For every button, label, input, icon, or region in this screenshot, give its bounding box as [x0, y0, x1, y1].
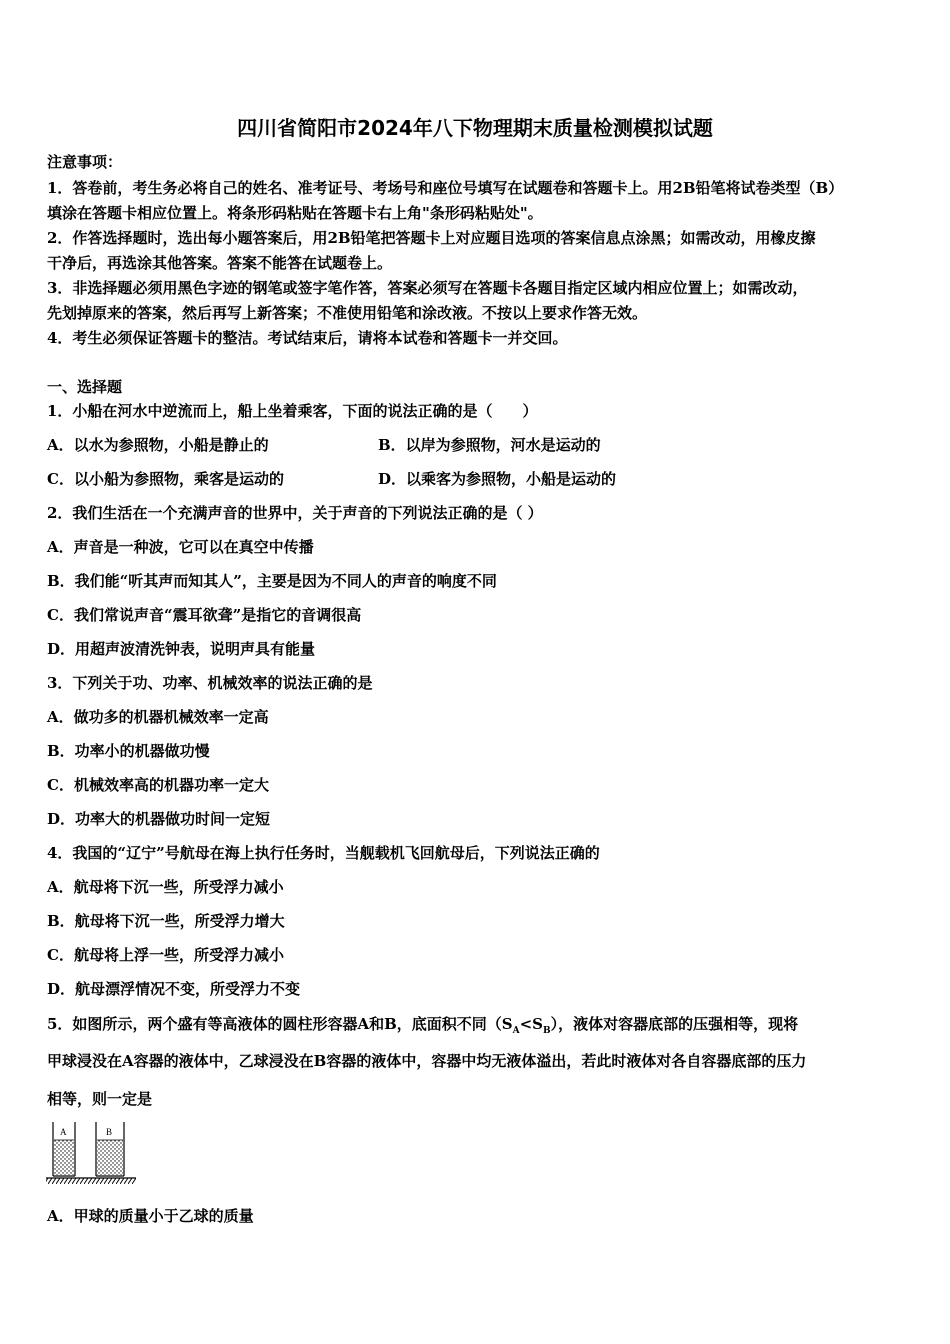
page-title: 四川省简阳市2024年八下物理期末质量检测模拟试题 — [237, 116, 713, 140]
ground — [46, 1178, 136, 1184]
notice-line-3: 2．作答选择题时，选出每小题答案后，用2B铅笔把答题卡上对应题目选项的答案信息点涂黑；如需改动，用橡皮擦 — [47, 229, 816, 247]
notice-line-4: 干净后，再选涂其他答案。答案不能答在试题卷上。 — [47, 254, 393, 272]
q2-stem: 2．我们生活在一个充满声音的世界中，关于声音的下列说法正确的是（ ） — [47, 504, 543, 522]
q3-option-c: C．机械效率高的机器功率一定大 — [47, 776, 269, 794]
notice-heading: 注意事项： — [47, 153, 123, 171]
container-a — [53, 1122, 75, 1176]
q4-stem: 4．我国的“辽宁”号航母在海上执行任务时，当舰载机飞回航母后，下列说法正确的 — [47, 844, 600, 862]
container-b — [96, 1122, 124, 1176]
q5-lt: <S — [519, 1015, 543, 1033]
q2-option-b: B．我们能“听其声而知其人”，主要是因为不同人的声音的响度不同 — [47, 572, 497, 590]
notice-line-1: 1．答卷前，考生务必将自己的姓名、准考证号、考场号和座位号填写在试题卷和答题卡上。用2B铅笔将试卷类型（B） — [47, 179, 844, 197]
fig-label-a: A — [60, 1127, 67, 1137]
q3-stem: 3．下列关于功、功率、机械效率的说法正确的是 — [47, 674, 373, 692]
q1-option-a: A．以水为参照物，小船是静止的 — [47, 436, 269, 454]
q1-option-b: B．以岸为参照物，河水是运动的 — [378, 436, 601, 454]
q1-stem: 1．小船在河水中逆流而上，船上坐着乘客，下面的说法正确的是（ ） — [47, 402, 538, 420]
q3-option-b: B．功率小的机器做功慢 — [47, 742, 210, 760]
q5-stem-line-3: 相等，则一定是 — [47, 1090, 153, 1108]
notice-line-7: 4．考生必须保证答题卡的整洁。考试结束后，请将本试卷和答题卡一并交回。 — [47, 329, 568, 347]
q1-option-c: C．以小船为参照物，乘客是运动的 — [47, 470, 284, 488]
q2-option-a: A．声音是一种波，它可以在真空中传播 — [47, 538, 314, 556]
notice-line-2: 填涂在答题卡相应位置上。将条形码粘贴在答题卡右上角"条形码粘贴处"。 — [47, 204, 543, 222]
q4-option-a: A．航母将下沉一些，所受浮力减小 — [47, 878, 284, 896]
q2-option-c: C．我们常说声音“震耳欲聋”是指它的音调很高 — [47, 606, 362, 624]
q5-stem-pre: 5．如图所示，两个盛有等高液体的圆柱形容器A和B，底面积不同（S — [47, 1015, 513, 1033]
q5-sub-b: B — [542, 1026, 551, 1036]
q5-option-a: A．甲球的质量小于乙球的质量 — [47, 1207, 254, 1225]
q3-option-a: A．做功多的机器机械效率一定高 — [47, 708, 269, 726]
q2-option-d: D．用超声波清洗钟表，说明声具有能量 — [47, 640, 316, 658]
q5-stem-post: ），液体对容器底部的压强相等，现将 — [550, 1015, 799, 1033]
q3-option-d: D．功率大的机器做功时间一定短 — [47, 810, 271, 828]
notice-line-5: 3．非选择题必须用黑色字迹的钢笔或签字笔作答，答案必须写在答题卡各题目指定区域内相应位置上；如需改动， — [47, 279, 808, 297]
q5-sub-a: A — [512, 1026, 520, 1036]
container-figure — [44, 1118, 139, 1188]
q4-option-c: C．航母将上浮一些，所受浮力减小 — [47, 946, 284, 964]
q4-option-b: B．航母将下沉一些，所受浮力增大 — [47, 912, 285, 930]
section-heading: 一、选择题 — [47, 378, 123, 396]
q4-option-d: D．航母漂浮情况不变，所受浮力不变 — [47, 980, 301, 998]
fig-label-b: B — [106, 1127, 113, 1137]
q1-option-d: D．以乘客为参照物，小船是运动的 — [378, 470, 617, 488]
q5-stem-line-2: 甲球浸没在A容器的液体中，乙球浸没在B容器的液体中，容器中均无液体溢出，若此时液体对各自容器底部的压力 — [47, 1052, 807, 1070]
notice-line-6: 先划掉原来的答案，然后再写上新答案；不准使用铅笔和涂改液。不按以上要求作答无效。 — [47, 304, 648, 322]
q5-stem-line-1 — [47, 1014, 798, 1041]
